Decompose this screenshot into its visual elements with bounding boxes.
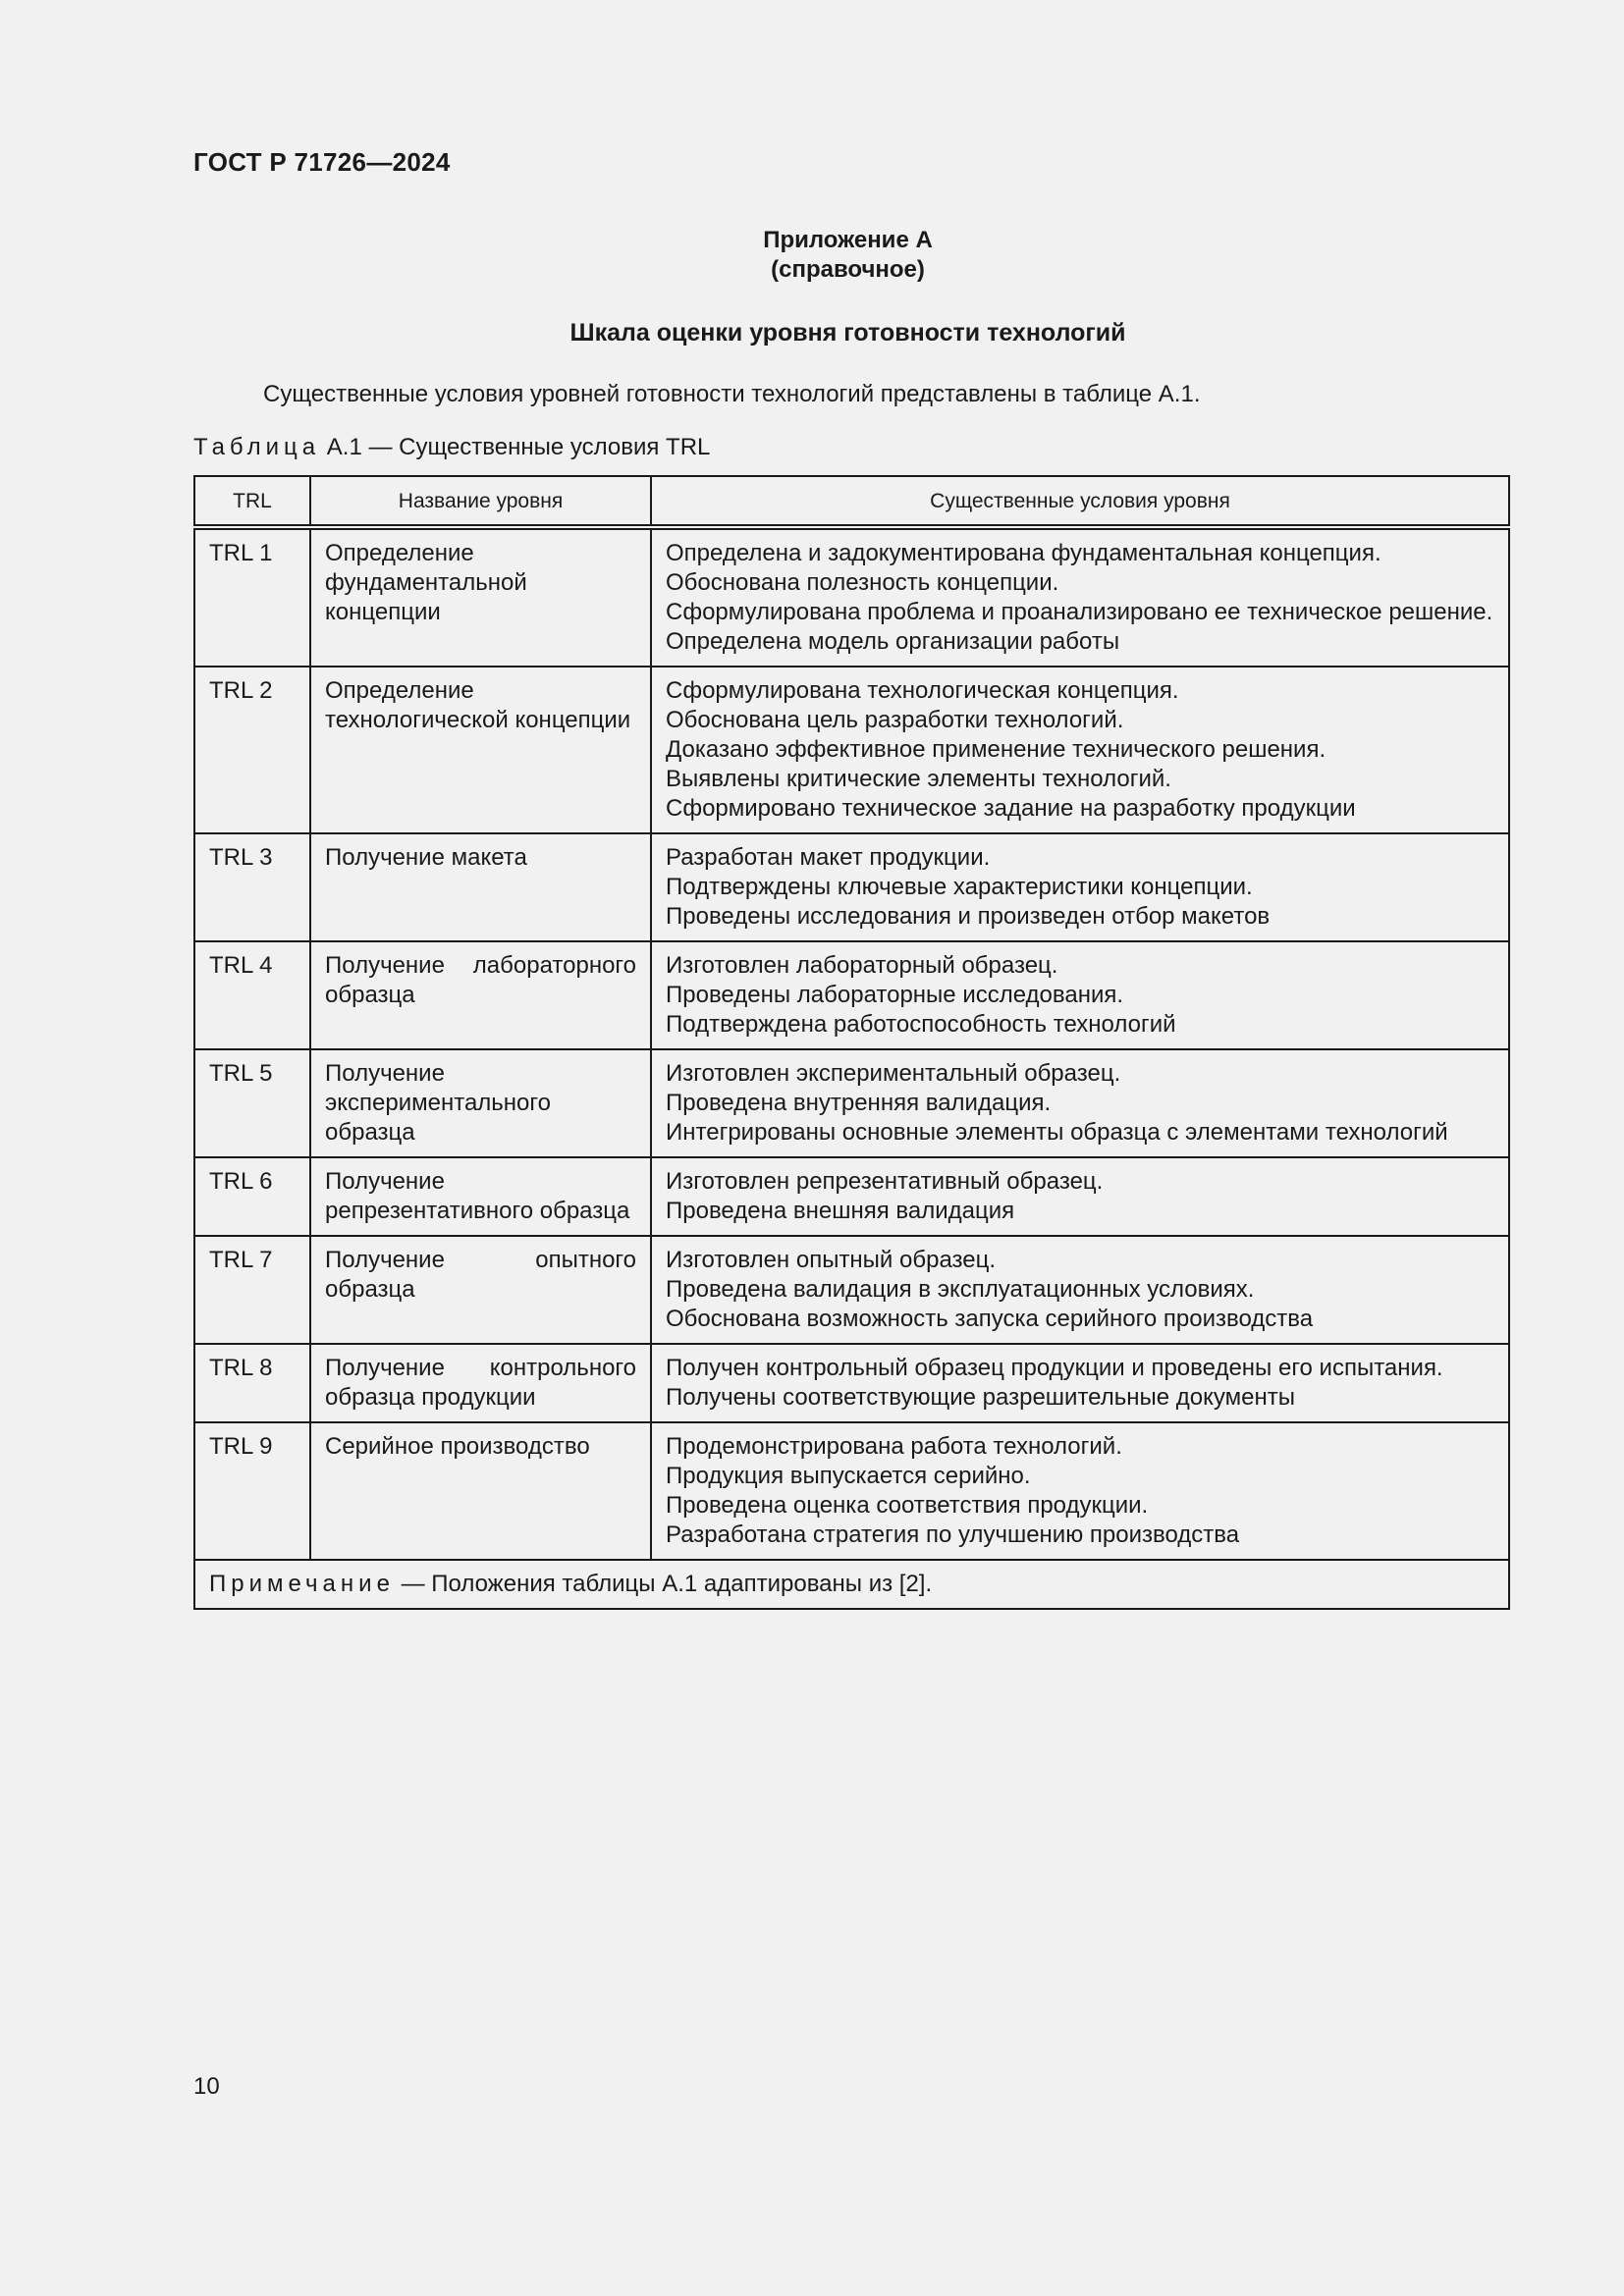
level-name-cell: Получение репрезентативного образца: [310, 1157, 651, 1236]
condition-line: Продукция выпускается серийно.: [666, 1463, 1031, 1489]
intro-paragraph: Существенные условия уровней готовности технологий представлены в таблице А.1.: [263, 381, 1201, 407]
condition-line: Выявлены критические элементы технологий.: [666, 766, 1171, 792]
condition-line: Доказано эффективное применение технического решения.: [666, 736, 1326, 763]
condition-line: Обоснована полезность концепции.: [666, 569, 1059, 596]
section-heading: Шкала оценки уровня готовности технологий: [569, 319, 1126, 347]
trl-level-cell: TRL 3: [194, 833, 310, 941]
condition-line: Проведены лабораторные исследования.: [666, 982, 1124, 1008]
table-note: [194, 1560, 1509, 1609]
condition-line: Проведена внутренняя валидация.: [666, 1090, 1052, 1116]
condition-line: Интегрированы основные элементы образца с элементами технологий: [666, 1119, 1448, 1146]
page-number: 10: [193, 2073, 220, 2100]
condition-line: Проведена внешняя валидация: [666, 1198, 1015, 1224]
level-name-cell: Серийное производство: [310, 1422, 651, 1560]
level-name-cell: Получение экспериментального образца: [310, 1049, 651, 1157]
trl-level-cell: TRL 5: [194, 1049, 310, 1157]
condition-line: Изготовлен экспериментальный образец.: [666, 1060, 1121, 1087]
table-row: [194, 527, 1509, 667]
table-row: [194, 1049, 1509, 1157]
level-name-cell: Определение технологической концепции: [310, 667, 651, 833]
table-row: [194, 1344, 1509, 1422]
conditions-cell: [651, 1344, 1509, 1422]
condition-line: Подтверждены ключевые характеристики концепции.: [666, 874, 1253, 900]
level-name-cell: Определение фундаментальной концепции: [310, 527, 651, 667]
condition-line: Проведена оценка соответствия продукции.: [666, 1492, 1149, 1519]
table-row: [194, 1422, 1509, 1560]
column-header-conditions: Существенные условия уровня: [651, 476, 1509, 527]
table-caption-text: А.1 — Существенные условия TRL: [320, 434, 711, 460]
appendix-title-block: [0, 226, 1624, 285]
table-note-row: [194, 1560, 1509, 1609]
table-row: [194, 1236, 1509, 1344]
condition-line: Сформулирована технологическая концепция.: [666, 677, 1179, 704]
document-id: ГОСТ Р 71726—2024: [193, 147, 451, 177]
condition-line: Разработана стратегия по улучшению производства: [666, 1522, 1240, 1548]
table-row: [194, 667, 1509, 833]
table-caption: [193, 434, 710, 461]
level-name-cell: Получение лабораторного образца: [310, 941, 651, 1049]
trl-level-cell: TRL 8: [194, 1344, 310, 1422]
condition-line: Изготовлен опытный образец.: [666, 1247, 997, 1273]
level-name-cell: Получение опытного образца: [310, 1236, 651, 1344]
condition-line: Получен контрольный образец продукции и проведены его испытания.: [666, 1355, 1443, 1381]
appendix-title: Приложение А: [763, 227, 933, 253]
trl-level-cell: TRL 4: [194, 941, 310, 1049]
condition-line: Обоснована возможность запуска серийного производства: [666, 1306, 1314, 1332]
appendix-subtitle: (справочное): [771, 256, 925, 283]
conditions-cell: [651, 1422, 1509, 1560]
trl-level-cell: TRL 9: [194, 1422, 310, 1560]
table-row: [194, 1157, 1509, 1236]
condition-line: Определена и задокументирована фундаментальная концепция.: [666, 540, 1381, 566]
conditions-cell: [651, 527, 1509, 667]
trl-level-cell: TRL 6: [194, 1157, 310, 1236]
condition-line: Подтверждена работоспособность технологий: [666, 1011, 1176, 1038]
condition-line: Обоснована цель разработки технологий.: [666, 707, 1124, 733]
condition-line: Сформировано техническое задание на разработку продукции: [666, 795, 1356, 822]
trl-level-cell: TRL 7: [194, 1236, 310, 1344]
column-header-trl: TRL: [194, 476, 310, 527]
table-header-row: [194, 476, 1509, 527]
condition-line: Разработан макет продукции.: [666, 844, 991, 871]
level-name-cell: Получение макета: [310, 833, 651, 941]
condition-line: Изготовлен репрезентативный образец.: [666, 1168, 1104, 1195]
condition-line: Определена модель организации работы: [666, 628, 1120, 655]
note-text: — Положения таблицы А.1 адаптированы из [2].: [394, 1571, 933, 1597]
table-caption-prefix: Таблица: [193, 434, 321, 460]
condition-line: Продемонстрирована работа технологий.: [666, 1433, 1122, 1460]
note-prefix: Примечание: [209, 1571, 395, 1597]
conditions-cell: [651, 1157, 1509, 1236]
table-row: [194, 941, 1509, 1049]
trl-level-cell: TRL 1: [194, 527, 310, 667]
condition-line: Получены соответствующие разрешительные документы: [666, 1384, 1295, 1411]
condition-line: Проведены исследования и произведен отбор макетов: [666, 903, 1271, 930]
conditions-cell: [651, 941, 1509, 1049]
conditions-cell: [651, 1049, 1509, 1157]
condition-line: Сформулирована проблема и проанализировано ее техническое решение.: [666, 599, 1493, 625]
condition-line: Проведена валидация в эксплуатационных условиях.: [666, 1276, 1255, 1303]
condition-line: Изготовлен лабораторный образец.: [666, 952, 1058, 979]
conditions-cell: [651, 833, 1509, 941]
trl-level-cell: TRL 2: [194, 667, 310, 833]
conditions-cell: [651, 1236, 1509, 1344]
trl-table: [193, 475, 1510, 1610]
table-row: [194, 833, 1509, 941]
conditions-cell: [651, 667, 1509, 833]
column-header-level-name: Название уровня: [310, 476, 651, 527]
level-name-cell: Получение контрольного образца продукции: [310, 1344, 651, 1422]
